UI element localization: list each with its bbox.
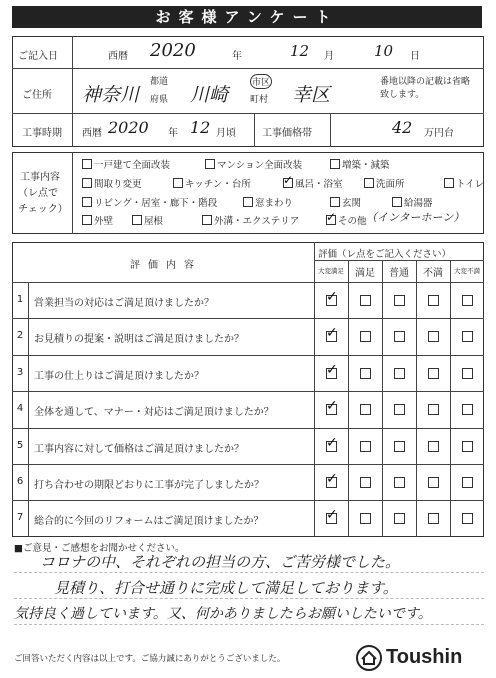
work-option-label: 屋根 — [144, 216, 164, 227]
rating-checkbox[interactable] — [462, 404, 473, 415]
checkbox[interactable] — [173, 178, 183, 188]
checkbox[interactable] — [82, 215, 92, 225]
divider — [12, 464, 484, 465]
comment-rule — [14, 598, 484, 599]
work-option[interactable] — [392, 195, 433, 209]
work-option-label: 給湯器 — [404, 198, 433, 209]
divider — [330, 113, 331, 147]
work-option-label: キッチン・台所 — [185, 179, 251, 190]
work-option[interactable] — [205, 157, 302, 171]
address-ward[interactable]: 幸区 — [292, 84, 331, 106]
question-text: 打ち合わせの期限どおりに工事が完了しましたか？ — [34, 480, 264, 491]
rating-checkbox[interactable] — [326, 331, 337, 342]
rating-column-header: 不満 — [423, 268, 443, 279]
rating-column-header: 普通 — [389, 268, 409, 279]
pref-suffix-1: 都道 — [150, 77, 169, 87]
rating-checkbox[interactable] — [360, 477, 371, 488]
divider — [450, 260, 451, 537]
work-option-label: 間取り変更 — [94, 179, 142, 190]
month-unit: 月 — [324, 51, 334, 62]
date-month[interactable]: 12 — [290, 42, 310, 60]
price-unit: 万円台 — [424, 128, 454, 139]
question-number: 5 — [16, 439, 24, 451]
period-label: 工事時期 — [22, 128, 62, 139]
rating-checkbox[interactable] — [360, 295, 371, 306]
rating-checkbox[interactable] — [360, 513, 371, 524]
brand-name: Toushin — [386, 646, 463, 668]
work-option-label: リビング・居室・廊下・階段 — [94, 198, 218, 209]
question-number: 2 — [16, 330, 24, 342]
period-month-unit: 月頃 — [216, 128, 236, 139]
rating-checkbox[interactable] — [428, 513, 439, 524]
rating-checkbox[interactable] — [360, 404, 371, 415]
work-option-label: マンション全面改装 — [217, 160, 303, 171]
rating-checkbox[interactable] — [326, 477, 337, 488]
period-era: 西暦 — [82, 128, 102, 139]
divider — [314, 260, 315, 537]
work-option-label: トイレ — [456, 179, 485, 190]
work-option-label: 玄関 — [342, 198, 362, 209]
checkbox[interactable] — [444, 178, 454, 188]
work-option[interactable] — [330, 157, 390, 171]
rating-checkbox[interactable] — [394, 477, 405, 488]
work-option-label: その他 — [338, 216, 367, 227]
era-label: 西暦 — [108, 51, 128, 62]
work-option-label: 風呂・浴室 — [295, 179, 343, 190]
work-label-2: （レ点で — [18, 188, 58, 199]
rating-checkbox[interactable] — [360, 368, 371, 379]
rating-checkbox[interactable] — [394, 295, 405, 306]
rating-column-header: 大変不満 — [454, 267, 480, 275]
rating-header: 評価（レ点をご記入ください） — [318, 249, 452, 260]
rating-checkbox[interactable] — [360, 441, 371, 452]
address-note: 番地以降の記載は省略致します。 — [380, 77, 471, 100]
rating-checkbox[interactable] — [462, 331, 473, 342]
divider — [416, 260, 417, 537]
checkbox[interactable] — [82, 197, 92, 207]
rating-checkbox[interactable] — [394, 441, 405, 452]
rating-checkbox[interactable] — [428, 295, 439, 306]
house-icon — [356, 645, 382, 671]
work-option[interactable] — [82, 195, 217, 209]
question-number: 1 — [16, 294, 24, 305]
checkbox[interactable] — [243, 197, 253, 207]
divider — [12, 391, 484, 392]
rating-checkbox[interactable] — [360, 331, 371, 342]
rating-checkbox[interactable] — [462, 477, 473, 488]
checkbox[interactable] — [132, 215, 142, 225]
checkbox[interactable] — [326, 215, 336, 225]
divider — [12, 318, 484, 319]
rating-checkbox[interactable] — [428, 404, 439, 415]
question-text: お見積りの提案・説明はご満足頂けましたか？ — [34, 334, 244, 346]
divider — [12, 68, 484, 69]
period-year-unit: 年 — [168, 128, 178, 139]
divider — [12, 355, 484, 356]
comment-line-1[interactable]: コロナの中、それぞれの担当の方、ご苦労様でした。 — [40, 553, 401, 571]
work-option[interactable] — [202, 213, 299, 227]
question-number: 4 — [16, 403, 24, 415]
checkbox[interactable] — [330, 197, 340, 207]
rating-column-header: 満足 — [355, 268, 375, 279]
footer-thanks: ご回答いただく内容は以上です。ご協力誠にありがとうございました。 — [14, 654, 286, 664]
work-option-label: 外壁 — [94, 216, 114, 227]
work-option[interactable] — [82, 157, 170, 171]
checkbox[interactable] — [283, 178, 293, 188]
rating-checkbox[interactable] — [394, 404, 405, 415]
rating-checkbox[interactable] — [428, 331, 439, 342]
period-month[interactable]: 12 — [190, 118, 211, 137]
rating-checkbox[interactable] — [462, 295, 473, 306]
work-option-label: 洗面所 — [376, 179, 405, 190]
work-option[interactable] — [132, 213, 163, 227]
page-title: お客様アンケート — [12, 6, 482, 28]
rating-column-header: 大変満足 — [318, 267, 344, 275]
comment-rule — [14, 624, 484, 625]
period-year[interactable]: 2020 — [108, 118, 149, 137]
date-year[interactable]: 2020 — [150, 40, 196, 61]
pref-suffix-2: 府県 — [150, 95, 169, 105]
rating-checkbox[interactable] — [462, 513, 473, 524]
day-unit: 日 — [410, 51, 420, 62]
survey-table — [12, 242, 484, 537]
work-label-1: 工事内容 — [20, 172, 60, 183]
question-text: 工事内容に対して価格はご満足頂けましたか？ — [34, 443, 244, 455]
work-option-label: 外溝・エクステリア — [214, 216, 300, 227]
divider — [12, 113, 484, 114]
question-text: 工事の仕上りはご満足頂けましたか？ — [34, 370, 204, 382]
work-option-label: 増築・減築 — [342, 160, 390, 171]
date-day[interactable]: 10 — [374, 42, 394, 60]
city-suffix-1: 市区 — [250, 74, 272, 89]
year-unit: 年 — [232, 51, 242, 62]
rating-checkbox[interactable] — [428, 368, 439, 379]
rating-checkbox[interactable] — [462, 368, 473, 379]
comment-line-3[interactable]: 気持良く過しています。又、何かありましたらお願いしたいです。 — [14, 606, 432, 622]
question-text: 全体を通して、マナー・対応はご満足頂けましたか？ — [34, 407, 274, 419]
work-option-label: 窓まわり — [255, 198, 294, 209]
work-option[interactable] — [82, 213, 113, 227]
work-option[interactable] — [326, 213, 367, 227]
rating-checkbox[interactable] — [462, 441, 473, 452]
rating-checkbox[interactable] — [394, 513, 405, 524]
checkbox[interactable] — [82, 178, 92, 188]
comment-rule — [14, 572, 484, 573]
divider — [348, 260, 349, 537]
divider — [12, 428, 484, 429]
checkbox[interactable] — [82, 159, 92, 169]
rating-checkbox[interactable] — [394, 368, 405, 379]
survey-header-label: 評価内容 — [130, 260, 202, 271]
work-option[interactable] — [444, 176, 484, 190]
checkbox[interactable] — [330, 159, 340, 169]
rating-checkbox[interactable] — [428, 441, 439, 452]
checkbox[interactable] — [205, 159, 215, 169]
divider — [382, 260, 383, 537]
divider — [28, 282, 29, 537]
brand-logo — [356, 644, 484, 672]
checkbox[interactable] — [364, 178, 374, 188]
work-option[interactable] — [243, 195, 293, 209]
divider — [12, 500, 484, 501]
rating-checkbox[interactable] — [394, 331, 405, 342]
work-label-3: チェック） — [18, 204, 68, 215]
question-text: 総合的に今回のリフォームはご満足頂けましたか？ — [34, 516, 264, 528]
work-option[interactable] — [173, 176, 251, 190]
rating-checkbox[interactable] — [326, 441, 337, 452]
date-label: ご記入日 — [18, 51, 58, 62]
checkbox[interactable] — [202, 215, 212, 225]
question-text: 営業担当の対応はご満足頂けましたか？ — [34, 298, 214, 309]
divider — [72, 152, 73, 234]
work-option-label: 一戸建て全面改装 — [94, 160, 171, 171]
price-value[interactable]: 42 — [392, 118, 413, 137]
work-option[interactable] — [82, 176, 142, 190]
divider — [72, 36, 73, 147]
work-other-text[interactable]: （インターホーン） — [366, 211, 465, 224]
divider — [254, 113, 255, 147]
address-label: ご住所 — [22, 90, 52, 101]
comment-line-2[interactable]: 見積り、打合せ通りに完成して満足しております。 — [54, 579, 398, 597]
rating-checkbox[interactable] — [326, 404, 337, 415]
comments-label: ■ご意見・ご感想をお聞かせください。 — [14, 543, 185, 554]
address-prefecture[interactable]: 神奈川 — [82, 84, 140, 106]
rating-checkbox[interactable] — [326, 513, 337, 524]
address-city[interactable]: 川崎 — [190, 84, 229, 106]
question-number: 6 — [16, 476, 24, 487]
question-number: 3 — [16, 366, 24, 378]
work-option[interactable] — [364, 176, 405, 190]
divider — [12, 282, 484, 283]
rating-checkbox[interactable] — [326, 368, 337, 379]
checkbox[interactable] — [392, 197, 402, 207]
rating-checkbox[interactable] — [428, 477, 439, 488]
work-option[interactable] — [283, 176, 343, 190]
price-label: 工事価格帯 — [262, 128, 312, 139]
divider — [314, 260, 484, 261]
city-suffix-2: 町村 — [250, 95, 269, 105]
rating-checkbox[interactable] — [326, 295, 337, 306]
question-number: 7 — [16, 512, 24, 524]
work-option[interactable] — [330, 195, 361, 209]
